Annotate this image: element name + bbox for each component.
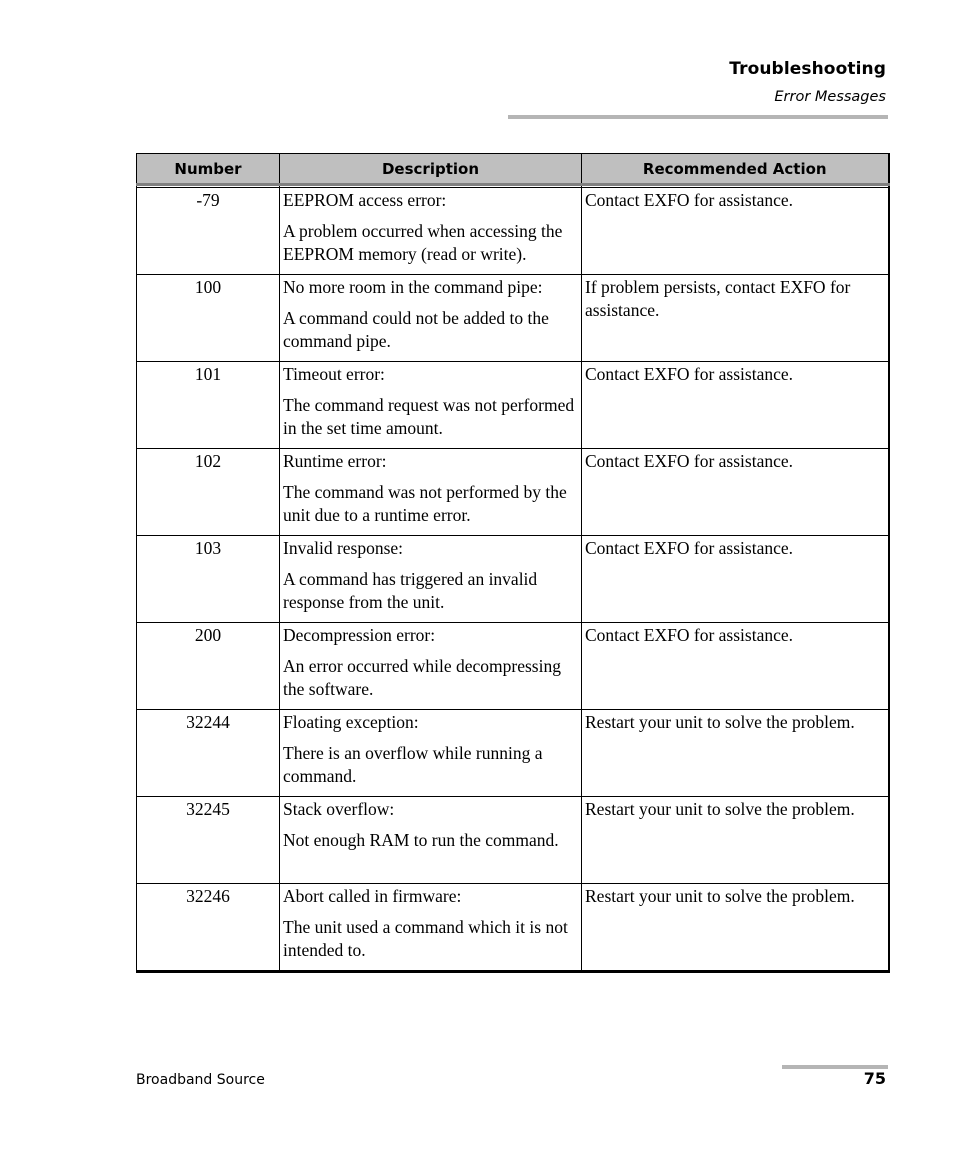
section-subtitle: Error Messages: [774, 89, 886, 105]
table-body: [137, 188, 889, 972]
table-row: [137, 362, 889, 449]
error-number: 32246: [137, 884, 280, 972]
recommended-action: Restart your unit to solve the problem.: [582, 710, 889, 797]
table-row: [137, 884, 889, 972]
error-title: Decompression error:: [283, 625, 436, 645]
recommended-action: Contact EXFO for assistance.: [582, 188, 889, 275]
error-number: 100: [137, 275, 280, 362]
recommended-action: Contact EXFO for assistance.: [582, 362, 889, 449]
table-row: [137, 710, 889, 797]
error-detail: The command request was not performed in the set time amount.: [283, 395, 575, 438]
error-detail: There is an overflow while running a command.: [283, 743, 543, 786]
error-title: Floating exception:: [283, 712, 419, 732]
error-description: [280, 710, 582, 797]
page-header: [729, 58, 886, 107]
error-title: Stack overflow:: [283, 799, 395, 819]
error-description: [280, 275, 582, 362]
page-number: 75: [863, 1069, 886, 1088]
table-row: [137, 275, 889, 362]
error-description: [280, 362, 582, 449]
error-number: 103: [137, 536, 280, 623]
recommended-action: Restart your unit to solve the problem.: [582, 884, 889, 972]
error-number: 32245: [137, 797, 280, 884]
recommended-action: Restart your unit to solve the problem.: [582, 797, 889, 884]
table-row: [137, 536, 889, 623]
error-detail: A problem occurred when accessing the EEPROM memory (read or write).: [283, 221, 563, 264]
footer-product-name: Broadband Source: [136, 1072, 265, 1088]
recommended-action: Contact EXFO for assistance.: [582, 449, 889, 536]
error-description: [280, 449, 582, 536]
error-title: Timeout error:: [283, 364, 385, 384]
error-description: [280, 884, 582, 972]
error-number: 102: [137, 449, 280, 536]
table-row: [137, 623, 889, 710]
error-title: Invalid response:: [283, 538, 404, 558]
error-description: [280, 797, 582, 884]
error-title: Abort called in firmware:: [283, 886, 462, 906]
error-title: No more room in the command pipe:: [283, 277, 543, 297]
table-header-row: [137, 154, 889, 185]
table-row: [137, 188, 889, 275]
error-description: [280, 536, 582, 623]
table-row: [137, 797, 889, 884]
error-messages-table: [136, 153, 890, 973]
section-title: Troubleshooting: [729, 59, 886, 79]
error-detail: A command has triggered an invalid response from the unit.: [283, 569, 538, 612]
error-number: 200: [137, 623, 280, 710]
error-detail: Not enough RAM to run the command.: [283, 830, 559, 850]
error-detail: The unit used a command which it is not intended to.: [283, 917, 568, 960]
recommended-action: If problem persists, contact EXFO for assistance.: [582, 275, 889, 362]
table-row: [137, 449, 889, 536]
column-header-description: Description: [280, 154, 582, 185]
error-description: [280, 623, 582, 710]
error-number: 101: [137, 362, 280, 449]
error-number: 32244: [137, 710, 280, 797]
error-detail: A command could not be added to the command pipe.: [283, 308, 549, 351]
error-number: -79: [137, 188, 280, 275]
error-detail: The command was not performed by the unit due to a runtime error.: [283, 482, 567, 525]
error-description: [280, 188, 582, 275]
column-header-number: Number: [137, 154, 280, 185]
column-header-recommended-action: Recommended Action: [582, 154, 889, 185]
error-title: Runtime error:: [283, 451, 387, 471]
error-detail: An error occurred while decompressing the software.: [283, 656, 561, 699]
recommended-action: Contact EXFO for assistance.: [582, 536, 889, 623]
recommended-action: Contact EXFO for assistance.: [582, 623, 889, 710]
error-title: EEPROM access error:: [283, 190, 447, 210]
header-rule: [508, 115, 888, 119]
